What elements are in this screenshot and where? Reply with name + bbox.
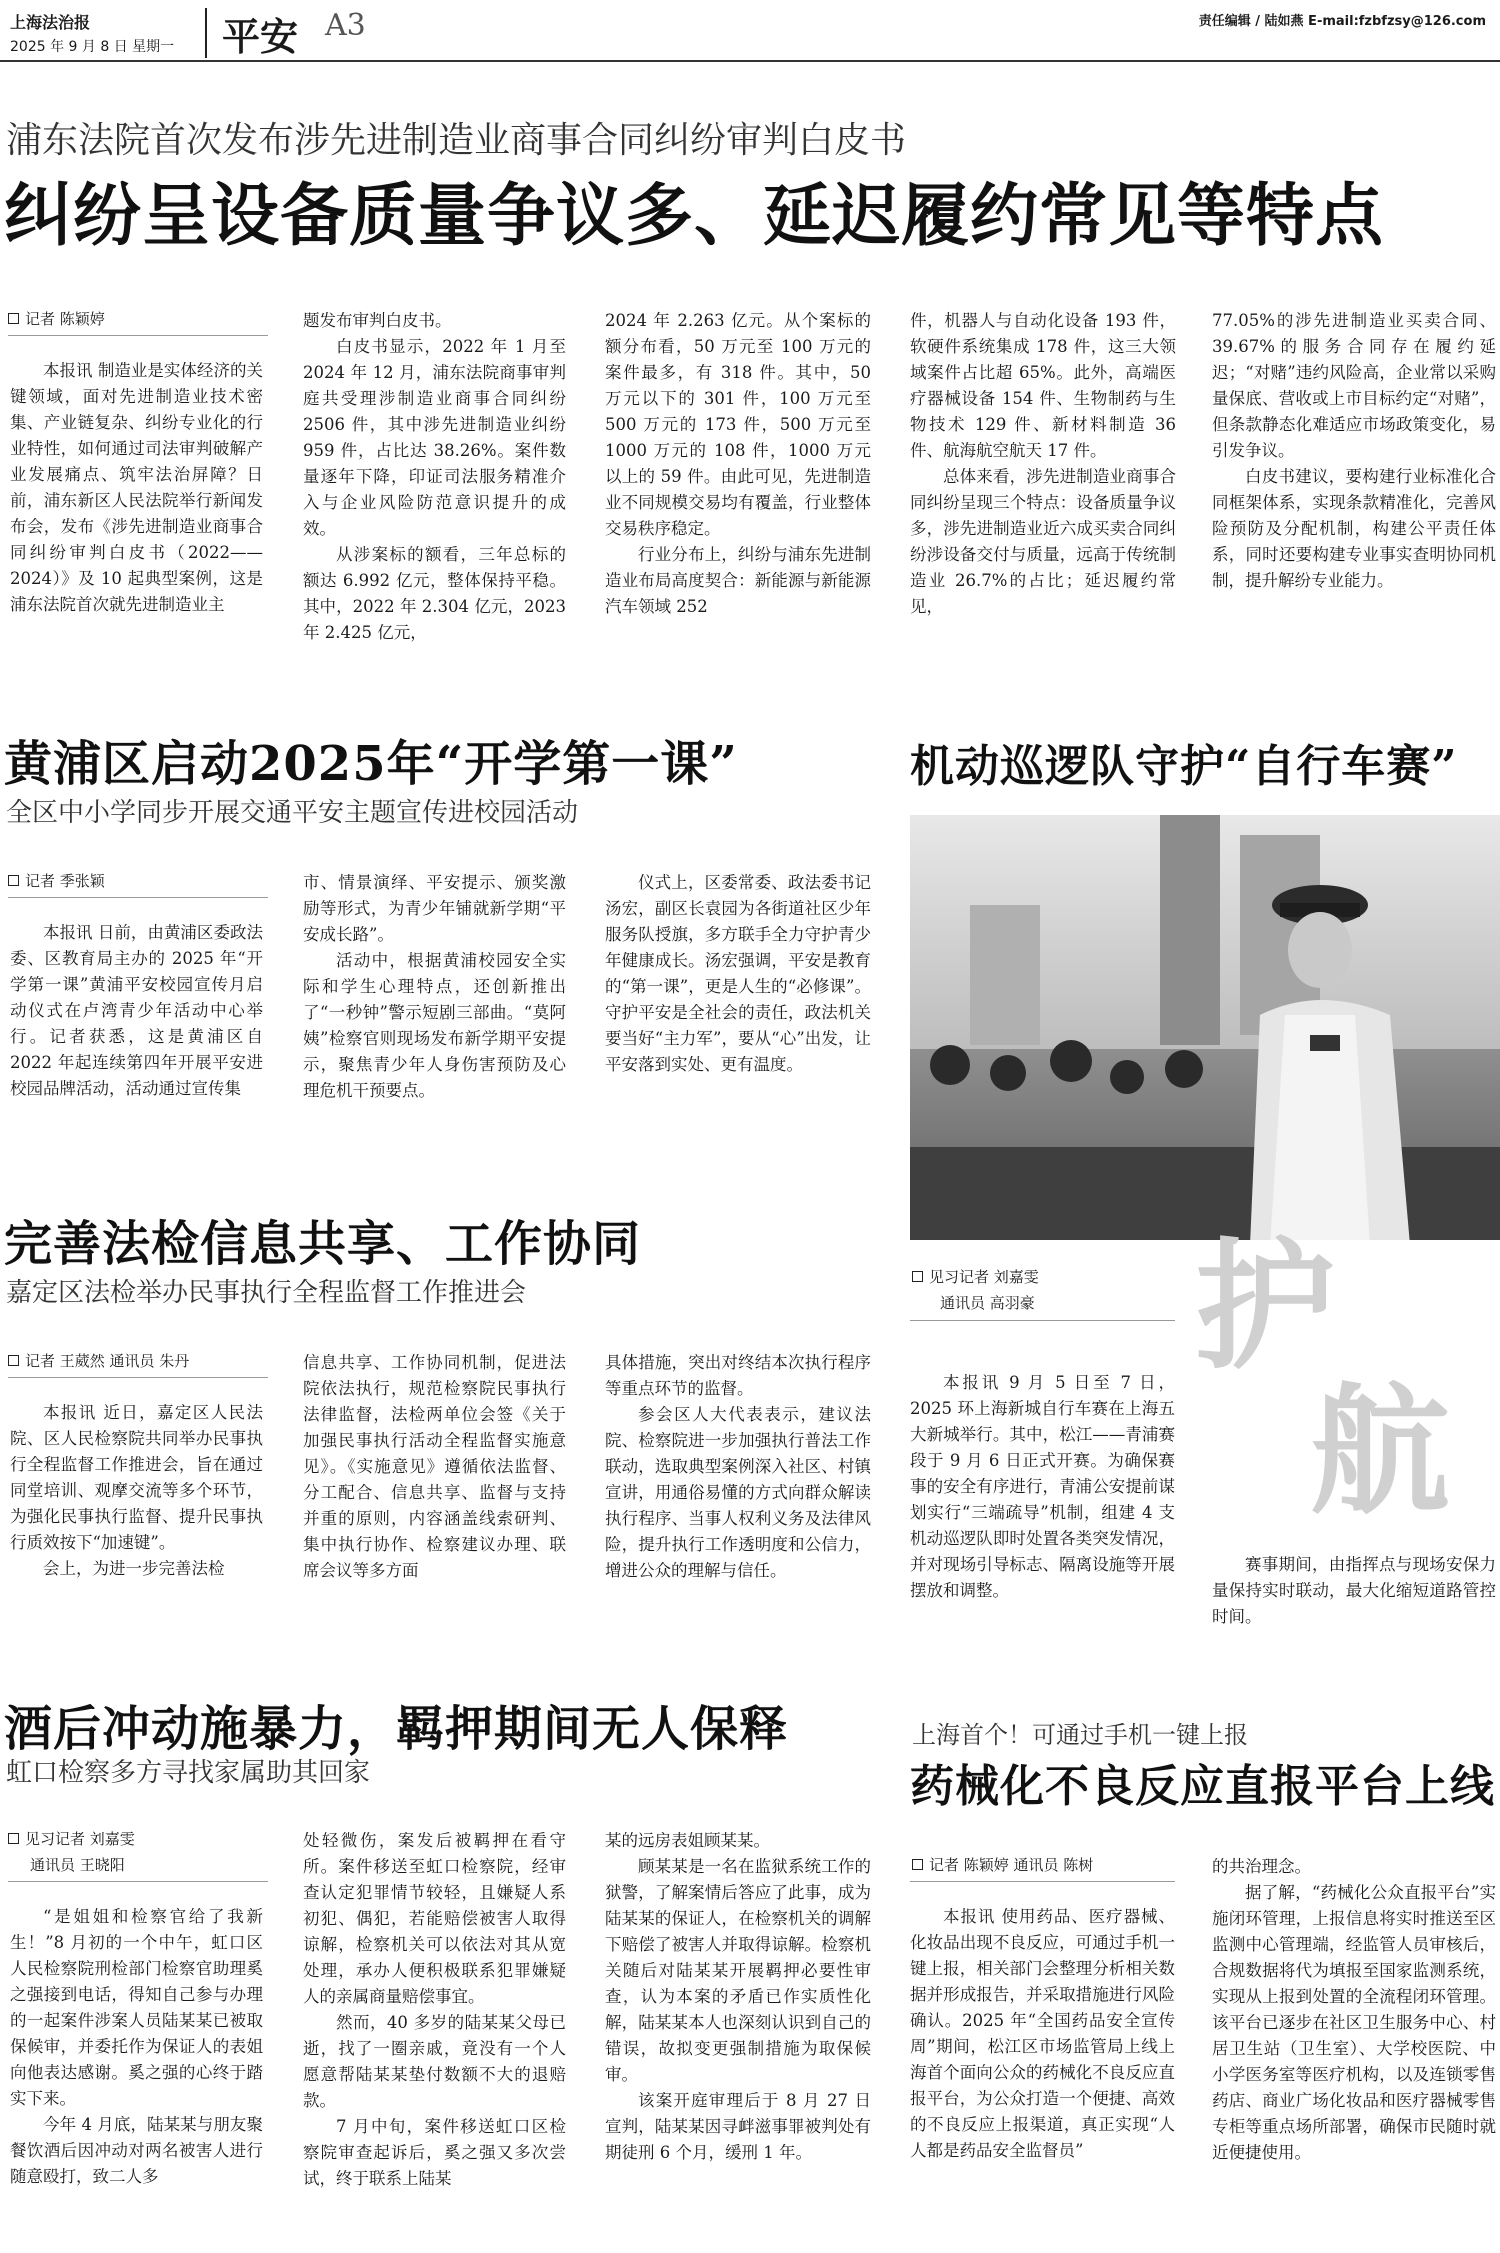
byline-rule: [8, 1881, 268, 1882]
story6-kicker: 上海首个！可通过手机一键上报: [912, 1721, 1248, 1749]
paragraph: 7 月中旬，案件移送虹口区检察院审查起诉后，奚之强又多次尝试，终于联系上陆某: [303, 2117, 566, 2188]
paragraph: 市、情景演绎、平安提示、颁奖激励等形式，为青少年铺就新学期“平安成长路”。: [303, 873, 566, 944]
paragraph: 处轻微伤，案发后被羁押在看守所。案件移送至虹口检察院，经审查认定犯罪情节较轻，且嫌疑人系初犯、偶犯，若能赔偿被害人取得谅解，检察机关可以依法对其从宽处理，承办人便积极联系犯罪嫌疑人的亲属商量赔偿事宜。: [303, 1831, 566, 2006]
paragraph: 今年 4 月底，陆某某与朋友聚餐饮酒后因冲动对两名被害人进行随意殴打，致二人多: [10, 2115, 263, 2186]
story2-byline: [8, 870, 105, 891]
paragraph: 本报讯 日前，由黄浦区委政法委、区教育局主办的 2025 年“开学第一课”黄浦平安校园宣传月启动仪式在卢湾青少年活动中心举行。记者获悉，这是黄浦区自 2022 年起连续第四年开展平安进校园品牌活动，活动通过宣传集: [10, 923, 263, 1098]
story4-byline: [8, 1350, 189, 1371]
byline-rule: [8, 897, 268, 898]
paragraph: 赛事期间，由指挥点与现场安保力量保持实时联动，最大化缩短道路管控时间。: [1212, 1555, 1496, 1626]
calligraphy-char-1: 护: [1195, 1225, 1336, 1389]
story6-byline: [912, 1854, 1093, 1875]
section-name: 平安: [222, 15, 299, 59]
byline-text: 见习记者 刘嘉雯: [25, 1830, 135, 1848]
paragraph: 的共治理念。: [1212, 1857, 1311, 1876]
story4-col-3: [605, 1350, 871, 1584]
byline-rule: [910, 1320, 1175, 1321]
paragraph: 据了解，“药械化公众直报平台”实施闭环管理，上报信息将实时推送至区监测中心管理端，经监管人员审核后，合规数据将代为填报至国家监测系统，实现从上报到处置的全流程闭环管理。该平台已逐步在社区卫生服务中心、村居卫生站（卫生室）、大学校医院、中小学医务室等医疗机构，以及连锁零售药店、商业广场化妆品和医疗器械零售专柜等重点场所部署，确保市民随时就近便捷使用。: [1212, 1883, 1496, 2162]
paragraph: 题发布审判白皮书。: [303, 311, 452, 330]
paragraph: 某的远房表姐顾某某。: [605, 1831, 770, 1850]
story5-byline-reporter: [8, 1828, 135, 1849]
paragraph: 仪式上，区委常委、政法委书记汤宏，副区长袁园为各街道社区少年服务队授旗，多方联手全力守护青少年健康成长。汤宏强调，平安是教育的“第一课”，更是人生的“必修课”。守护平安是全社会的责任，政法机关要当好“主力军”，要从“心”出发，让平安落到实处、更有温度。: [605, 873, 871, 1074]
paragraph: 2024 年 2.263 亿元。从个案标的额分布看，50 万元至 100 万元的案件最多，有 318 件。其中，50 万元以下的 301 件，100 万元至 500 万元的 173 件，500 万元至 1000 万元的 108 件，1000 万元以上的 59 件。由此可见，先进制造业不同规模交易均有覆盖，行业整体交易秩序稳定。: [605, 311, 871, 538]
story5-kicker: 虹口检察多方寻找家属助其回家: [6, 1758, 371, 1788]
byline-text: 记者 季张颖: [25, 872, 105, 890]
paragraph: 该案开庭审理后于 8 月 27 日宣判，陆某某因寻衅滋事罪被判处有期徒刑 6 个月，缓刑 1 年。: [605, 2091, 871, 2162]
story1-kicker: 浦东法院首次发布涉先进制造业商事合同纠纷审判白皮书: [6, 120, 907, 161]
story5-col-3: [605, 1828, 871, 2166]
story4-headline: 完善法检信息共享、工作协同: [4, 1216, 642, 1272]
paragraph: 总体来看，涉先进制造业商事合同纠纷呈现三个特点：设备质量争议多，涉先进制造业近六成买卖合同纠纷涉设备交付与质量，远高于传统制造业 26.7%的占比；延迟履约常见，: [910, 467, 1176, 616]
story3-col-2: [1212, 1552, 1496, 1630]
patrol-officer-photo: [910, 815, 1500, 1240]
story6-headline: 药械化不良反应直报平台上线: [910, 1761, 1495, 1812]
paragraph: 信息共享、工作协同机制，促进法院依法执行，规范检察院民事执行法律监督，法检两单位会签《关于加强民事执行活动全程监督实施意见》。《实施意见》遵循依法监督、分工配合、信息共享、监督与支持并重的原则，内容涵盖线索研判、集中执行协作、检察建议办理、联席会议等多方面: [303, 1353, 566, 1580]
masthead-rule: [0, 60, 1500, 62]
story5-col-1: [10, 1904, 263, 2190]
paragraph: 然而，40 多岁的陆某某父母已逝，找了一圈亲戚，竟没有一个人愿意帮陆某某垫付数额不大的退赔款。: [303, 2013, 566, 2110]
issue-date: 2025 年 9 月 8 日 星期一: [10, 39, 175, 55]
story2-col-3: [605, 870, 871, 1078]
story1-col-4: [910, 308, 1176, 620]
story4-col-2: [303, 1350, 566, 1584]
paragraph: 白皮书建议，要构建行业标准化合同框架体系，实现条款精准化，完善风险预防及分配机制，构建公平责任体系，同时还要构建专业事实查明协同机制，提升解纷专业能力。: [1212, 467, 1496, 590]
story2-col-2: [303, 870, 566, 1104]
story1-col-5: [1212, 308, 1496, 594]
story6-col-1: [910, 1904, 1175, 2164]
paragraph: 会上，为进一步完善法检: [43, 1559, 225, 1578]
story3-headline: 机动巡逻队守护“自行车赛”: [910, 741, 1458, 792]
paragraph: 白皮书显示，2022 年 1 月至 2024 年 12 月，浦东法院商事审判庭共受理涉制造业商事合同纠纷 2506 件，其中涉先进制造业纠纷 959 件，占比达 38.26%。案件数量逐年下降，印证司法服务精准介入与企业风险防范意识提升的成效。: [303, 337, 566, 538]
story1-col-2: [303, 308, 566, 646]
paragraph: “是姐姐和检察官给了我新生！”8 月初的一个中午，虹口区人民检察院刑检部门检察官助理奚之强接到电话，得知自己参与办理的一起案件涉案人员陆某某已被取保候审，并委托作为保证人的表姐向他表达感谢。奚之强的心终于踏实下来。: [10, 1907, 263, 2108]
officer-figure: [1240, 865, 1420, 1240]
masthead-divider: [205, 8, 207, 58]
story6-col-2: [1212, 1854, 1496, 2166]
story2-col-1: [10, 920, 263, 1102]
story2-headline: 黄浦区启动2025年“开学第一课”: [4, 736, 738, 792]
paragraph: 本报讯 制造业是实体经济的关键领域，面对先进制造业技术密集、产业链复杂、纠纷专业化的行业特性，如何通过司法审判破解产业发展痛点、筑牢法治屏障？日前，浦东新区人民法院举行新闻发布会，发布《涉先进制造业商事合同纠纷审判白皮书（2022——2024）》及 10 起典型案例，这是浦东法院首次就先进制造业主: [10, 361, 263, 614]
paragraph: 顾某某是一名在监狱系统工作的狱警，了解案情后答应了此事，成为陆某某的保证人，在检察机关的调解下赔偿了被害人并取得谅解。检察机关随后对陆某某开展羁押必要性审查，认为本案的矛盾已作实质性化解，陆某某本人也深刻认识到自己的错误，故拟变更强制措施为取保候审。: [605, 1857, 871, 2084]
story1-col-3: [605, 308, 871, 620]
paragraph: 77.05%的涉先进制造业买卖合同、39.67%的服务合同存在履约延迟；“对赌”违约风险高，企业常以采购量保底、营收或上市目标约定“对赌”，但条款静态化难适应市场政策变化，易引发争议。: [1212, 311, 1496, 460]
story1-byline: [8, 308, 105, 329]
paragraph: 本报讯 9 月 5 日至 7 日，2025 环上海新城自行车赛在上海五大新城举行。其中，松江——青浦赛段于 9 月 6 日正式开赛。为确保赛事的安全有序进行，青浦公安提前谋划实行“三端疏导”机制，组建 4 支机动巡逻队即时处置各类突发情况，并对现场引导标志、隔离设施等开展摆放和调整。: [910, 1373, 1175, 1600]
newspaper-logo: 上海法治报: [10, 13, 91, 32]
story5-headline: 酒后冲动施暴力，羁押期间无人保释: [4, 1701, 789, 1757]
story5-byline-correspondent: 通讯员 王晓阳: [30, 1856, 125, 1874]
story3-byline-correspondent: 通讯员 高羽豪: [940, 1294, 1035, 1312]
editor-credit: 责任编辑 / 陆如燕 E-mail:fzbfzsy@126.com: [1198, 14, 1486, 29]
story3-col-1: [910, 1370, 1175, 1604]
byline-rule: [8, 1377, 268, 1378]
byline-text: 记者 王葳然 通讯员 朱丹: [25, 1352, 190, 1370]
byline-rule: [910, 1881, 1175, 1882]
story4-kicker: 嘉定区法检举办民事执行全程监督工作推进会: [6, 1278, 527, 1308]
byline-text: 见习记者 刘嘉雯: [929, 1268, 1039, 1286]
story2-kicker: 全区中小学同步开展交通平安主题宣传进校园活动: [6, 798, 579, 828]
paragraph: 具体措施，突出对终结本次执行程序等重点环节的监督。: [605, 1353, 871, 1398]
story4-col-1: [10, 1400, 263, 1582]
story1-headline: 纠纷呈设备质量争议多、延迟履约常见等特点: [4, 176, 1385, 256]
story3-byline-reporter: [912, 1266, 1039, 1287]
paragraph: 从涉案标的额看，三年总标的额达 6.992 亿元，整体保持平稳。其中，2022 年 2.304 亿元，2023 年 2.425 亿元，: [303, 545, 566, 642]
page-number: A3: [325, 8, 366, 43]
paragraph: 活动中，根据黄浦校园安全实际和学生心理特点，还创新推出了“一秒钟”警示短剧三部曲。“莫阿姨”检察官则现场发布新学期平安提示，聚焦青少年人身伤害预防及心理危机干预要点。: [303, 951, 566, 1100]
calligraphy-char-2: 航: [1310, 1370, 1451, 1534]
paragraph: 件，机器人与自动化设备 193 件，软硬件系统集成 178 件，这三大领域案件占比超 65%。此外，高端医疗器械设备 154 件、生物制药与生物技术 129 件、新材料制造 36 件、航海航空航天 17 件。: [910, 311, 1176, 460]
byline-text: 记者 陈颖婷: [25, 310, 105, 328]
paragraph: 行业分布上，纠纷与浦东先进制造业布局高度契合：新能源与新能源汽车领域 252: [605, 545, 871, 616]
byline-rule: [8, 335, 268, 336]
byline-text: 记者 陈颖婷 通讯员 陈树: [929, 1856, 1094, 1874]
paragraph: 本报讯 使用药品、医疗器械、化妆品出现不良反应，可通过手机一键上报，相关部门会整理分析相关数据并形成报告，并采取措施进行风险确认。2025 年“全国药品安全宣传周”期间，松江区市场监管局上线上海首个面向公众的药械化不良反应直报平台，为公众打造一个便捷、高效的不良反应上报渠道，真正实现“人人都是药品安全监督员”: [910, 1907, 1175, 2160]
paragraph: 本报讯 近日，嘉定区人民法院、区人民检察院共同举办民事执行全程监督工作推进会，旨在通过同堂培训、观摩交流等多个环节，为强化民事执行监督、提升民事执行质效按下“加速键”。: [10, 1403, 263, 1552]
story1-col-1: [10, 358, 263, 618]
paragraph: 参会区人大代表表示，建议法院、检察院进一步加强执行普法工作联动，选取典型案例深入社区、村镇宣讲，用通俗易懂的方式向群众解读执行程序、当事人权利义务及法律风险，提升执行工作透明度和公信力，增进公众的理解与信任。: [605, 1405, 871, 1580]
story5-col-2: [303, 1828, 566, 2192]
